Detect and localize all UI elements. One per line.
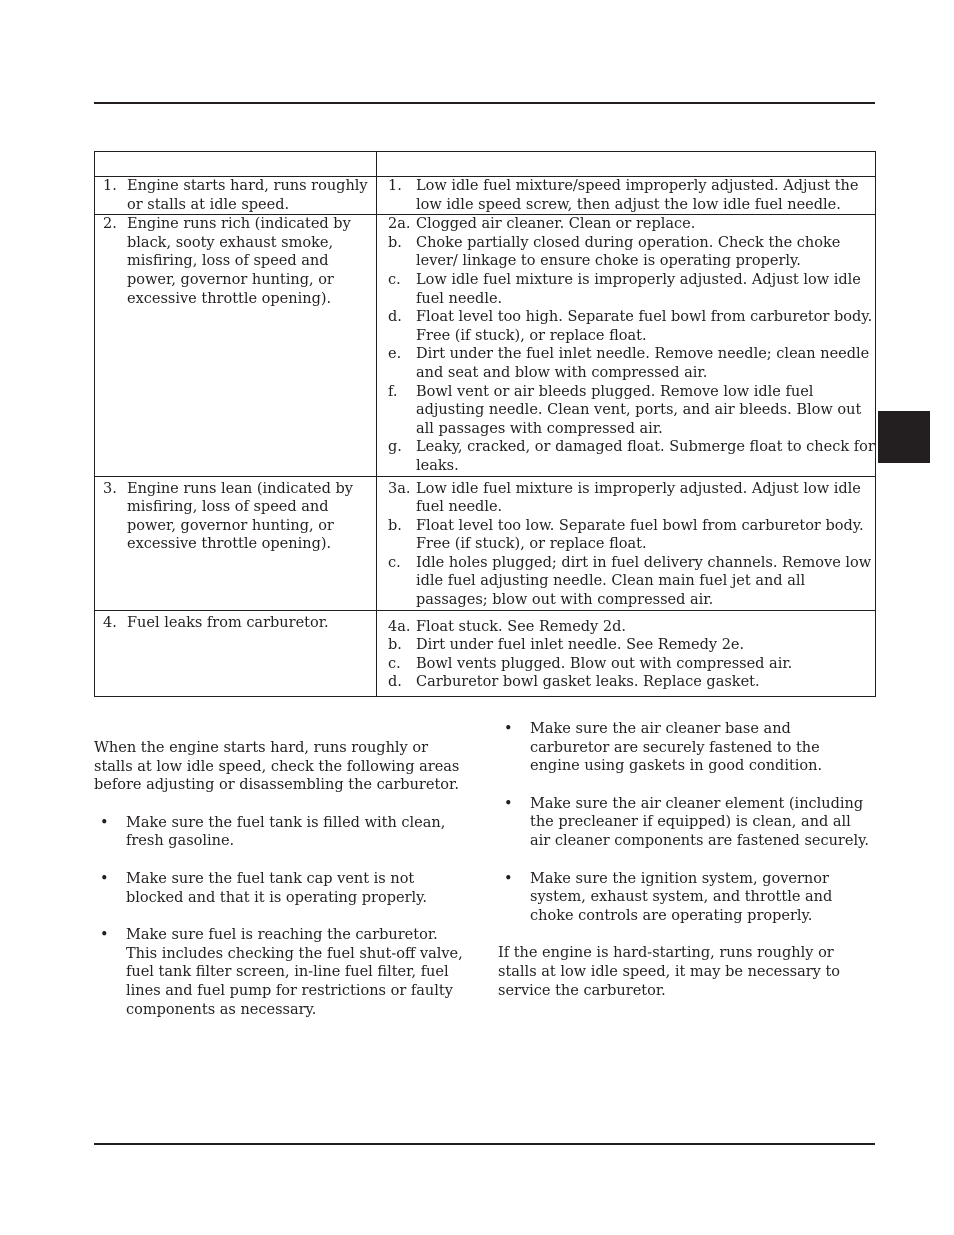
remedy-label: 2a. [388,216,411,233]
condition-text: Engine runs lean (indicated by misfiring, loss of speed and power, governor hunting, or excessive throttle opening). [127,480,353,553]
remedy-text: Float level too low. Separate fuel bowl from carburetor body. Free (if stuck), or replace float. [416,517,864,553]
remedy-text: Bowl vent or air bleeds plugged. Remove low idle fuel adjusting needle. Clean vent, ports, and air bleeds. Blow out all passages with compressed air. [416,383,862,437]
condition-text: Engine runs rich (indicated by black, sooty exhaust smoke, misfiring, loss of speed and power, governor hunting, or excessive throttle opening). [127,216,351,307]
remedy-text: Bowl vents plugged. Blow out with compressed air. [416,655,793,672]
remedy-text: Float stuck. See Remedy 2d. [416,618,626,635]
list-item-text: Make sure fuel is reaching the carburetor. This includes checking the fuel shut-off valve, fuel tank filter screen, in-line fuel filter, fuel lines and fuel pump for restrictions or faulty components as necessary. [126,927,463,1018]
remedy-label: b. [388,517,402,534]
condition-cell [95,476,377,610]
list-item [498,870,870,926]
condition-number: 4. [103,614,117,631]
remedy-text: Low idle fuel mixture/speed improperly adjusted. Adjust the low idle speed screw, then adjust the low idle fuel needle. [416,178,859,213]
remedy-text: Dirt under fuel inlet needle. See Remedy 2e. [416,637,745,654]
list-item-text: Make sure the air cleaner element (including the precleaner if equipped) is clean, and all air cleaner components are fastened securely. [530,795,869,849]
remedy-label: e. [388,346,402,363]
table-header-row [95,152,876,177]
remedy-cell [377,476,876,610]
footer-rule [94,1143,875,1145]
bullet-icon: • [504,721,513,737]
remedy-label: b. [388,637,402,654]
remedy-text: Choke partially closed during operation. Check the choke lever/ linkage to ensure choke is operating properly. [416,234,841,270]
remedy-text: Carburetor bowl gasket leaks. Replace gasket. [416,674,760,691]
closing-paragraph: If the engine is hard-starting, runs roughly or stalls at low idle speed, it may be necessary to service the carburetor. [498,945,841,999]
remedy-cell [377,215,876,476]
remedy-label: c. [388,271,401,288]
list-item-text: Make sure the fuel tank is filled with clean, fresh gasoline. [126,814,446,850]
remedy-text: Dirt under the fuel inlet needle. Remove needle; clean needle and seat and blow with compressed air. [416,346,870,381]
list-item [94,926,466,1019]
intro-paragraph: When the engine starts hard, runs roughly or stalls at low idle speed, check the following areas before adjusting or disassembling the carburetor. [94,740,460,794]
list-item-text: Make sure the ignition system, governor system, exhaust system, and throttle and choke controls are operating properly. [530,870,833,924]
condition-cell [95,610,377,696]
table-row [95,610,876,696]
remedy-label: 4a. [388,618,411,635]
remedy-label: f. [388,383,398,400]
bullet-icon: • [100,814,109,831]
troubleshooting-table [94,151,876,697]
condition-cell [95,215,377,476]
remedy-text: Float level too high. Separate fuel bowl from carburetor body. Free (if stuck), or replace float. [416,309,873,344]
list-item [498,720,870,776]
bullet-icon: • [504,870,513,887]
left-column [94,739,466,1019]
remedy-text: Leaky, cracked, or damaged float. Submerge float to check for leaks. [416,439,875,474]
condition-cell [95,177,377,215]
remedy-text: Low idle fuel mixture is improperly adjusted. Adjust low idle fuel needle. [416,271,861,307]
remedy-label: c. [388,554,401,571]
condition-number: 3. [103,480,117,497]
right-column [498,720,870,1000]
remedy-text: Idle holes plugged; dirt in fuel delivery channels. Remove low idle fuel adjusting needle. Clean main fuel jet and all passages; blow out with compressed air. [416,554,872,609]
section-tab [878,411,930,463]
bullet-icon: • [100,927,109,944]
remedy-label: 1. [388,178,402,194]
remedy-label: 3a. [388,480,411,497]
remedy-label: d. [388,674,402,691]
condition-text: Engine starts hard, runs roughly or stalls at idle speed. [127,178,368,213]
list-item [94,814,466,851]
header-rule [94,102,875,104]
table-row [95,215,876,476]
remedy-text: Low idle fuel mixture is improperly adjusted. Adjust low idle fuel needle. [416,480,861,516]
condition-number: 1. [103,178,117,194]
list-item-text: Make sure the fuel tank cap vent is not blocked and that it is operating properly. [126,870,428,906]
table-header-remedy [377,152,876,177]
remedy-text: Clogged air cleaner. Clean or replace. [416,216,696,233]
remedy-label: c. [388,655,401,672]
condition-number: 2. [103,216,117,233]
table-header-condition [95,152,377,177]
table-row [95,476,876,610]
remedy-cell [377,610,876,696]
bullet-icon: • [504,795,513,812]
remedy-label: b. [388,234,402,251]
remedy-label: d. [388,309,402,326]
list-item [498,795,870,851]
list-item [94,870,466,907]
remedy-cell [377,177,876,215]
list-item-text: Make sure the air cleaner base and carburetor are securely fastened to the engine using gaskets in good condition. [530,721,823,775]
table-row [95,177,876,215]
bullet-icon: • [100,870,109,887]
condition-text: Fuel leaks from carburetor. [127,614,329,631]
remedy-label: g. [388,439,402,456]
